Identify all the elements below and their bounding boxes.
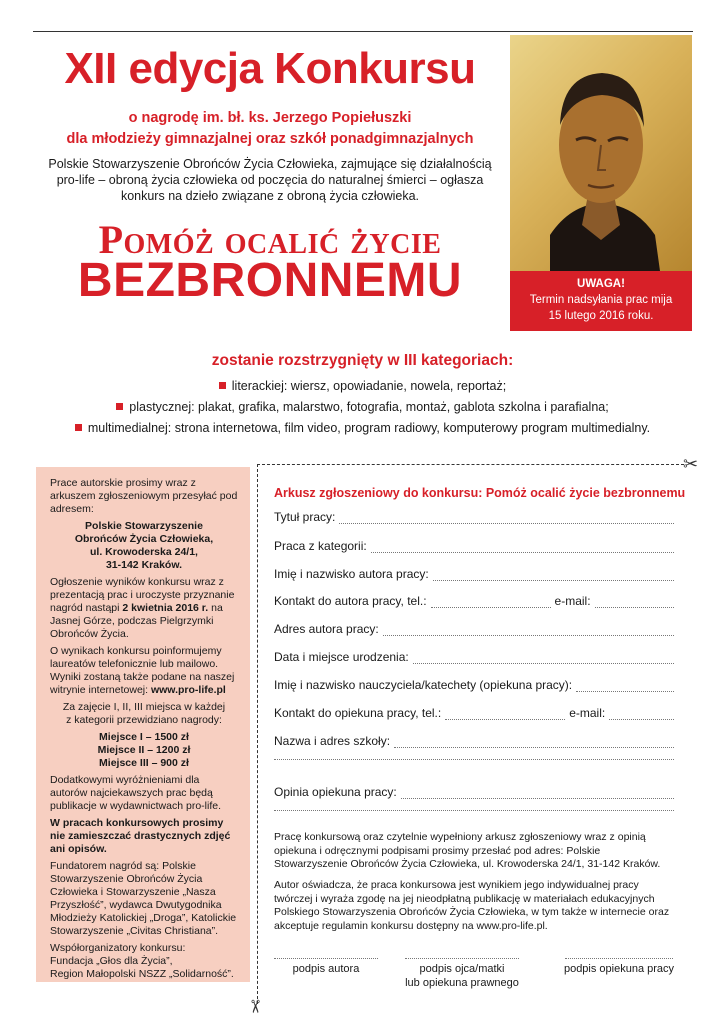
sidebar-warning: W pracach konkursowych prosimy nie zamieszczać drastycznych zdjęć ani opisów. xyxy=(50,817,231,855)
teacher-contact-field[interactable] xyxy=(274,706,674,720)
text: podpis ojca/matki xyxy=(419,963,505,975)
text: Za zajęcie I, II, III miejsca w każdej xyxy=(62,701,226,713)
notice-line-2: 15 lutego 2016 roku. xyxy=(548,310,654,322)
email-line[interactable] xyxy=(609,709,674,720)
ceremony-date: 2 kwietnia 2016 r. xyxy=(122,602,209,614)
field-label: Kontakt do opiekuna pracy, tel.: xyxy=(274,706,442,720)
prize: Miejsce III – 900 zł xyxy=(99,757,189,769)
headline-bezbronnemu: BEZBRONNEMU xyxy=(77,254,463,307)
headline-motto: Pomóż ocalić życie xyxy=(98,217,442,262)
category-item xyxy=(0,418,725,439)
website-link[interactable]: www.pro-life.pl xyxy=(150,684,226,696)
field-label: Opinia opiekuna pracy: xyxy=(274,785,397,799)
categories-list xyxy=(0,376,725,439)
field-label: e-mail: xyxy=(554,594,591,608)
prizes-intro xyxy=(50,701,238,727)
field-label: Tytuł pracy: xyxy=(274,510,336,524)
field-line[interactable] xyxy=(394,737,674,748)
field-line[interactable] xyxy=(576,681,674,692)
form-title: Arkusz zgłoszeniowy do konkursu: Pomóż ocalić życie bezbronnemu xyxy=(274,486,686,500)
title-field[interactable] xyxy=(274,510,674,524)
field-line[interactable] xyxy=(401,788,674,799)
category-field[interactable] xyxy=(274,539,674,553)
address-line: ul. Krowoderska 24/1, xyxy=(90,546,198,558)
address-line: Obrońców Życia Człowieka, xyxy=(74,533,214,545)
text: Region Małopolski NSZZ „Solidarność”. xyxy=(50,968,234,980)
signature-line-teacher[interactable] xyxy=(565,958,673,959)
address-line: Polskie Stowarzyszenie xyxy=(85,520,203,532)
author-field[interactable] xyxy=(274,567,674,581)
field-line[interactable] xyxy=(433,570,674,581)
text: Współorganizatory konkursu: xyxy=(50,942,186,954)
subtitle-line-1: o nagrodę im. bł. ks. Jerzego Popiełuszki xyxy=(128,110,412,126)
field-label: Imię i nazwisko nauczyciela/katechety (opiekuna pracy): xyxy=(274,678,573,692)
cut-line-vertical xyxy=(257,464,258,1004)
category-bullet-icon xyxy=(219,382,226,389)
field-line[interactable] xyxy=(413,653,674,664)
opinion-field[interactable] xyxy=(274,785,674,799)
field-label: Adres autora pracy: xyxy=(274,622,379,636)
field-label: Imię i nazwisko autora pracy: xyxy=(274,567,429,581)
text: lub opiekuna prawnego xyxy=(405,977,519,989)
portrait-photo xyxy=(510,35,692,271)
prize: Miejsce II – 1200 zł xyxy=(97,744,191,756)
subtitle-line-2: dla młodzieży gimnazjalnej oraz szkół ponadgimnazjalnych xyxy=(66,131,474,147)
signature-parent-label xyxy=(392,962,532,990)
category-text: literackiej: wiersz, opowiadanie, nowela, reportaż; xyxy=(231,379,507,393)
top-rule xyxy=(33,31,693,32)
rules-sidebar xyxy=(36,467,250,982)
cut-line-horizontal xyxy=(257,464,684,465)
address-line: 31-142 Kraków. xyxy=(105,559,183,571)
opinion-extra-line[interactable] xyxy=(274,810,674,811)
deadline-notice xyxy=(510,271,692,331)
notice-line-1: Termin nadsyłania prac mija xyxy=(529,294,673,306)
categories-title: zostanie rozstrzygnięty w III kategoriach: xyxy=(211,352,514,369)
intro-line-1: Polskie Stowarzyszenie Obrońców Życia Człowieka, zajmujące się działalnością xyxy=(48,157,492,171)
school-extra-line[interactable] xyxy=(274,759,674,760)
phone-line[interactable] xyxy=(431,597,551,608)
intro-line-3: konkurs na dzieło związane z obroną życia człowieka. xyxy=(120,189,420,203)
prizes-list xyxy=(50,731,238,770)
sidebar-paragraph: Dodatkowymi wyróżnieniami dla autorów najciekawszych prac będą publikacje w wydawnictwach pro-life. xyxy=(50,774,221,812)
text: na Jasnej Górze, podczas Pielgrzymki Obrońców Życia. xyxy=(50,602,223,640)
field-label: Data i miejsce urodzenia: xyxy=(274,650,409,664)
field-line[interactable] xyxy=(371,542,674,553)
text: Fundacja „Głos dla Życia”, xyxy=(50,955,173,967)
category-text: multimedialnej: strona internetowa, film video, program radiowy, komputerowy program multimedialny. xyxy=(87,421,651,435)
field-line[interactable] xyxy=(383,625,674,636)
signature-line-author[interactable] xyxy=(274,958,378,959)
co-organizers xyxy=(50,942,238,981)
notice-heading: UWAGA! xyxy=(577,278,625,290)
page-title: XII edycja Konkursu xyxy=(64,44,476,93)
intro-line-2: pro-life – obroną życia człowieka od poczęcia do naturalnej śmierci – ogłasza xyxy=(56,173,484,187)
postal-address xyxy=(50,520,238,572)
scissors-icon: ✂ xyxy=(245,998,266,1015)
prize: Miejsce I – 1500 zł xyxy=(99,731,189,743)
sidebar-paragraph: Prace autorskie prosimy wraz z arkuszem zgłoszeniowym przesyłać pod adresem: xyxy=(50,477,238,515)
field-label: Nazwa i adres szkoły: xyxy=(274,734,391,748)
text: O wynikach konkursu poinformujemy laureatów telefonicznie lub mailowo. Wyniki zostaną także podane na naszej witrynie internetowej: xyxy=(50,645,235,696)
signature-line-parent[interactable] xyxy=(405,958,519,959)
category-text: plastycznej: plakat, grafika, malarstwo, fotografia, montaż, gablota szkolna i parafialna; xyxy=(129,400,609,414)
field-line[interactable] xyxy=(339,513,674,524)
author-address-field[interactable] xyxy=(274,622,674,636)
category-item xyxy=(0,397,725,418)
sidebar-paragraph: Fundatorem nagród są: Polskie Stowarzyszenie Obrońców Życia Człowieka i Stowarzyszenie „Nasza Przyszłość”, wydawca Dwutygodnika Młodzieży Katolickiej „Droga”, Katolickie Stowarzyszenie „Civitas Christiana”. xyxy=(50,860,237,937)
subtitle xyxy=(40,108,500,150)
author-contact-field[interactable] xyxy=(274,594,674,608)
signature-author-label: podpis autora xyxy=(292,963,360,975)
field-label: e-mail: xyxy=(569,706,606,720)
email-line[interactable] xyxy=(595,597,674,608)
birth-field[interactable] xyxy=(274,650,674,664)
sidebar-paragraph xyxy=(50,645,238,697)
text: Ogłoszenie wyników konkursu wraz z prezentacją prac i uroczyste przyznanie nagród nastąpi xyxy=(50,576,235,614)
category-bullet-icon xyxy=(116,403,123,410)
phone-line[interactable] xyxy=(445,709,565,720)
intro-text xyxy=(40,156,500,204)
submission-instructions: Pracę konkursową oraz czytelnie wypełniony arkusz zgłoszeniowy wraz z opinią opiekuna i odręcznymi podpisami prosimy przesłać pod adres: Polskie Stowarzyszenie Obrońców Życia Człowieka, ul. Krowoderska 24/1, 31-142 Kraków. xyxy=(274,831,661,870)
category-bullet-icon xyxy=(75,424,82,431)
category-item xyxy=(0,376,725,397)
teacher-field[interactable] xyxy=(274,678,674,692)
field-label: Praca z kategorii: xyxy=(274,539,367,553)
school-field[interactable] xyxy=(274,734,674,748)
author-declaration: Autor oświadcza, że praca konkursowa jest wynikiem jego indywidualnej pracy twórczej i wyraża zgodę na jej nieodpłatną publikację w materiałach edukacyjnych Polskiego Stowarzyszenia Obrońców Życia Człowieka, w tym także w internecie oraz akceptuje regulamin konkursu dostępny na www.pro-life.pl. xyxy=(274,879,670,932)
field-label: Kontakt do autora pracy, tel.: xyxy=(274,594,427,608)
sidebar-paragraph xyxy=(50,576,238,641)
text: z kategorii przewidziano nagrody: xyxy=(66,714,222,726)
scissors-icon: ✂ xyxy=(683,454,699,474)
signature-teacher-label: podpis opiekuna pracy xyxy=(563,963,675,975)
